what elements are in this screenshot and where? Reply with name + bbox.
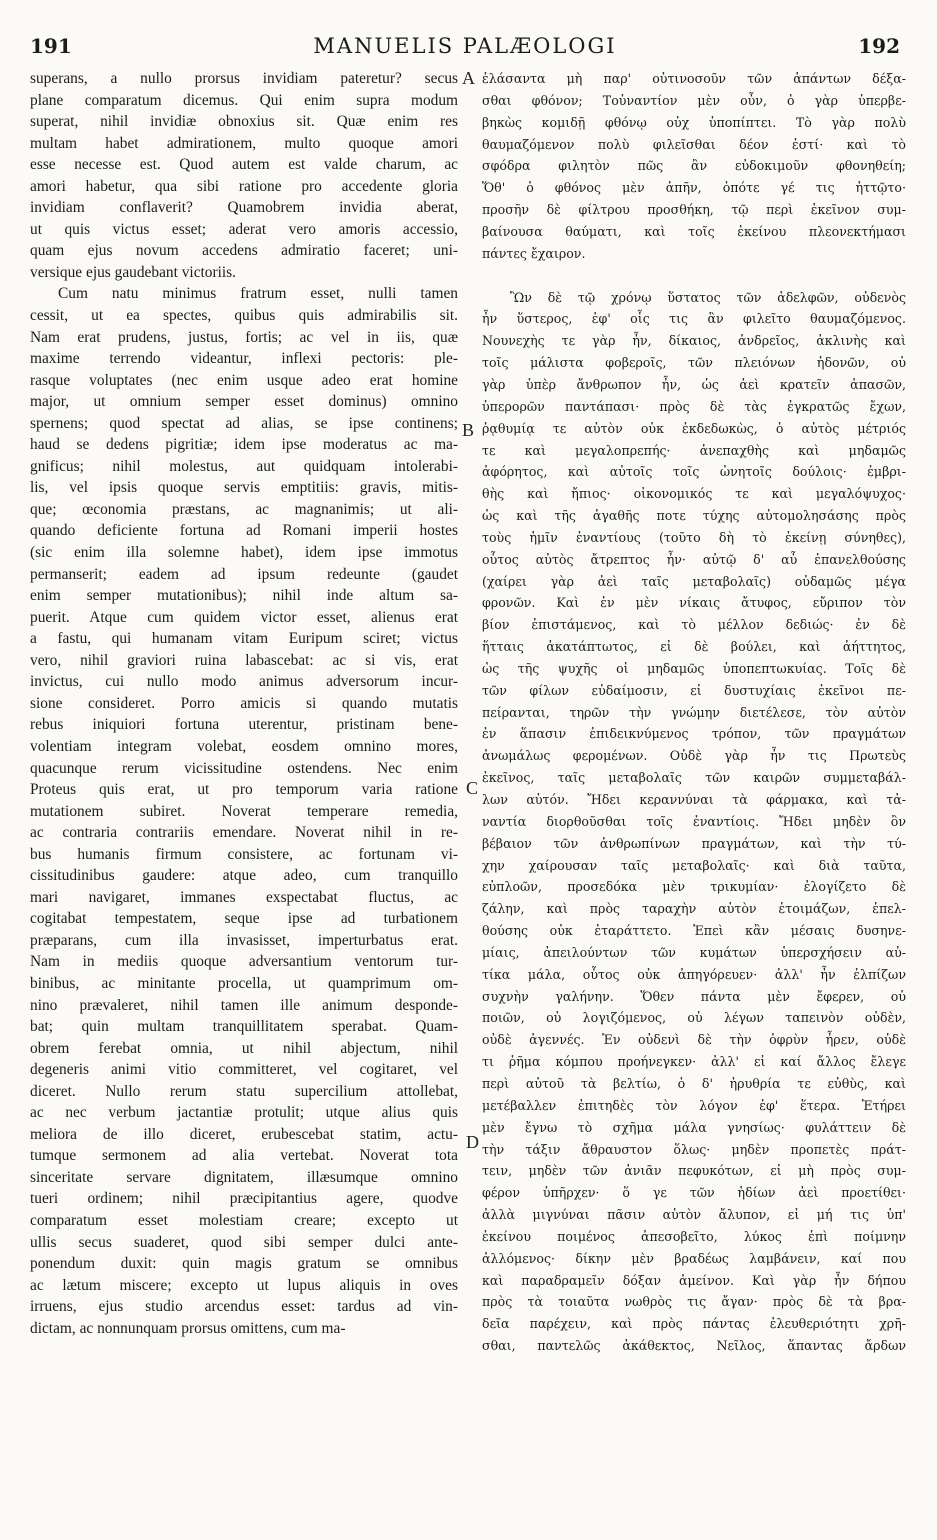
text-line: ac lætum miscere; excepto ut lupus aliquis in oves bbox=[30, 1276, 458, 1294]
text-line: ἐκείνου ποιμένος ἀπεσοβεῖτο, λύκος ἐπὶ ποίμνην bbox=[482, 1228, 906, 1244]
text-line: ac contraria contrariis emendare. Noverat nihil in re- bbox=[30, 824, 458, 842]
text-line: invictus, cui nullo modo animus adversorum incur- bbox=[30, 673, 458, 691]
text-line: μὲν ἔγνω τὸ σχῆμα μάλα γνησίως· φυλάττειν δὲ bbox=[482, 1119, 906, 1135]
text-line: ῥᾳθυμίᾳ τε αὑτὸν οὐκ ἐκδεδωκὼς, ὁ αὐτὸς μέτριός bbox=[482, 420, 906, 436]
text-line: Ὢν δὲ τῷ χρόνῳ ὕστατος τῶν ἀδελφῶν, οὐδενὸς bbox=[510, 289, 906, 305]
text-line: ἀνωμάλως φερομένων. Οὐδὲ γὰρ ἦν τις Πρωτεὺς bbox=[482, 748, 906, 764]
greek-column bbox=[482, 68, 906, 1508]
text-line: puerit. Atque cum quidem victor esset, alienus erat bbox=[30, 608, 458, 626]
text-line: ζάλην, καὶ πρὸς ταραχὴν αὑτὸν ἑτοιμάζων, ἐπελ- bbox=[482, 901, 906, 917]
running-title: MANUELIS PALÆOLOGI bbox=[313, 34, 617, 58]
text-line: amori habetur, qua sibi ratione pro accedente gloria bbox=[30, 177, 458, 195]
text-line: συχνὴν γαλήνην. Ὅθεν πάντα μὲν ἔφερεν, οὐ bbox=[482, 988, 906, 1004]
text-line: diceret. Nullo rerum statu supercilium attollebat, bbox=[30, 1082, 458, 1100]
text-line: σθαι φθόνον; Τοὐναντίον μὲν οὖν, ὁ γὰρ ὑπερβε- bbox=[482, 92, 906, 108]
text-line: rebus iniquiori fortuna uterentur, pristinam bene- bbox=[30, 716, 458, 734]
text-line: οὐδὲ ἀγεννές. Ἐν οὐδενὶ δὲ τὴν ὀφρὺν ἦρεν, οὐδὲ bbox=[482, 1032, 906, 1048]
text-line: ut quis victus esset; aderat vero amoris accessio, bbox=[30, 220, 458, 238]
text-line: enim semper mutationibus); nihil inde altum sa- bbox=[30, 587, 458, 605]
text-line: φρονῶν. Καὶ ἐν μὲν νίκαις ἄτυφος, εὔριπον τὸν bbox=[482, 595, 906, 611]
text-line: lis, vel ipsis quoque servis emptitiis: gravis, mitis- bbox=[30, 479, 458, 497]
text-line: σθαι, παντελῶς ἀκάθεκτος, Νεῖλος, ἅπαντας ἄρδων bbox=[482, 1338, 906, 1354]
running-header bbox=[30, 30, 900, 62]
text-line: γὰρ ὑπὲρ ἄνθρωπον ἦν, ὡς ἀεὶ κρατεῖν ἁπασῶν, bbox=[482, 376, 906, 392]
text-line: ἦν ὕστερος, ἐφ' οἷς τις ἂν φιλεῖτο θαυμαζόμενος. bbox=[482, 311, 906, 327]
text-line: degeneris animi vitio committeret, vel cogitaret, vel bbox=[30, 1061, 458, 1079]
text-line: plane comparatum dicemus. Qui enim supra modum bbox=[30, 91, 458, 109]
text-line: ὡς τῆς ψυχῆς οἱ μηδαμῶς ὑποπεπτωκυίας. Τοῖς δὲ bbox=[482, 660, 906, 676]
text-line: τὴν τάξιν ἄθραυστον ὅλως· μηδὲν προπετὲς πράτ- bbox=[482, 1141, 906, 1157]
text-line: προσῆν δὲ φίλτρου προσθήκη, τῷ περὶ ἐκεῖνον συμ- bbox=[482, 202, 906, 218]
text-line: quam ejus novum accedens admiratio faceret; uni- bbox=[30, 242, 458, 260]
text-line: major, ut omnium semper esset dominus) omnino bbox=[30, 393, 458, 411]
text-line: ἥτταις ἀκατάπτωτος, εἰ δὲ βούλει, καὶ ἀήττητος, bbox=[482, 639, 906, 655]
text-line: τειν, μηδὲν τῶν ἀνιᾶν πεφυκότων, εἰ μὴ πρὸς συμ- bbox=[482, 1163, 906, 1179]
text-line: περὶ αὐτοῦ τὰ βελτίω, ὁ δ' ἠρυθρία τε εὐθὺς, καὶ bbox=[482, 1075, 906, 1091]
text-line: εὐπλοῶν, προσεδόκα μὲν τρικυμίαν· ἐλογίζετο δὲ bbox=[482, 879, 906, 895]
text-line: que; œconomia præstans, ac magnanimis; ut ali- bbox=[30, 500, 458, 518]
text-line: (sic enim illa solemne habet), idem ipse immotus bbox=[30, 544, 458, 562]
text-line: meliora de illo diceret, erubescebat statim, actu- bbox=[30, 1125, 458, 1143]
margin-letter-d: D bbox=[466, 1132, 479, 1152]
text-line: ponendum duxit: quin magis gratum se omnibus bbox=[30, 1255, 458, 1273]
text-line: θούσης οὐκ ἐταράττετο. Ἐπεὶ κἂν μέσαις δυσηνε- bbox=[482, 923, 906, 939]
text-line: τίκα μάλα, οὗτος οὐκ ἀπηγόρευεν· ἀλλ' ἦν ἐλπίζων bbox=[482, 966, 906, 982]
text-line: φέρον ὑπῆρχεν· ὅ γε τῶν ἡδίων ἀεὶ προετίθει· bbox=[482, 1185, 906, 1201]
text-line: ἀφόρητος, καὶ αὐτοῖς τοῖς ὠνητοῖς δούλοις· ἐμβρι- bbox=[482, 464, 906, 480]
text-line: mari navigaret, immanes exspectabat fluctus, ac bbox=[30, 888, 458, 906]
text-line: ὡς καὶ τῆς ἀγαθῆς ποτε τύχης αὐτομολησάσης πρὸς bbox=[482, 508, 906, 524]
text-line: μίαις, ἀπειλούντων τῶν κυμάτων ὑπερσχήσειν αὐ- bbox=[482, 944, 906, 960]
text-line: τι ῥῆμα κόμπου προήνεγκεν· ἀλλ' εἰ καί ἄλλος ἔλεγε bbox=[482, 1054, 906, 1070]
text-line: ποιῶν, οὐ λογιζόμενος, οὐ λέγων ταπεινὸν οὐδὲν, bbox=[482, 1010, 906, 1026]
text-line: ἐν ἅπασιν ἐπιδεικνύμενος τρόπον, τῶν πραγμάτων bbox=[482, 726, 906, 742]
text-line: vero, nihil graviori ruina labascebat: ac si vis, erat bbox=[30, 651, 458, 669]
text-line: Cum natu minimus fratrum esset, nulli tamen bbox=[58, 285, 458, 303]
text-line: καὶ παραδραμεῖν δόξαν ἀμείνον. Καὶ γὰρ ἦν δήπου bbox=[482, 1272, 906, 1288]
text-line: λων αὑτόν. Ἤδει κεραννύναι τὰ φάρμακα, καὶ τἀ- bbox=[482, 792, 906, 807]
margin-letter-a: A bbox=[462, 68, 475, 88]
text-line: obrem ferebat omnia, ut nihil abjectum, nihil bbox=[30, 1039, 458, 1057]
text-line: præparans, cum illa invasisset, imperturbatus erat. bbox=[30, 931, 458, 949]
text-line: ullis secus suaderet, quod sibi semper dulci ante- bbox=[30, 1233, 458, 1251]
text-line: Νουνεχὴς τε γὰρ ἦν, δίκαιος, ἀνδρεῖος, ἀκλινὴς καὶ bbox=[482, 333, 906, 349]
text-line: βίον ἐπιστάμενος, καὶ τὸ μέλλον δεδιώς· ἐν δὲ bbox=[482, 617, 906, 633]
text-line: cissitudinibus gaudere: atque adeo, cum tranquillo bbox=[30, 867, 458, 885]
text-line: mutationem subiret. Noverat temperare remedia, bbox=[30, 802, 458, 820]
text-line: Nam erat prudens, justus, fortis; ac vel in iis, quæ bbox=[30, 328, 458, 346]
text-line: βηκὼς κομιδῇ φθόνῳ οὐχ ὑποπίπτει. Τὸ γὰρ πολὺ bbox=[482, 114, 906, 130]
text-line: βαίνουσα θαύματι, καὶ τοῖς ἐκείνου πλεονεκτήμασι bbox=[482, 223, 906, 239]
text-line: invidiam conflaverit? Quamobrem invidia aberat, bbox=[30, 199, 458, 217]
text-line: πρὸς τὰ τοιαῦτα νωθρὸς τις ἄγαν· πρὸς δὲ τὰ βρα- bbox=[482, 1294, 906, 1310]
text-line: σφόδρα φιλητὸν πῶς ἂν εὐδοκιμοῦν φθονηθείη; bbox=[482, 158, 906, 174]
text-line: ναντία διορθοῦσθαι τοῖς ἐναντίοις. Ἤδει μηδὲν ὂν bbox=[482, 813, 906, 829]
text-line: ἀλλὰ μιγνύναι πᾶσιν αὑτὸν ἄλυπον, εἰ μή τις ὑπ' bbox=[482, 1207, 906, 1223]
page-number-left: 191 bbox=[30, 34, 72, 58]
text-line: volentiam integram volebat, eosdem omnino mores, bbox=[30, 737, 458, 755]
text-line: dictam, ac nonnunquam prorsus omittens, cum ma- bbox=[30, 1319, 346, 1337]
text-line: τῶν φίλων εὐδαίμοσιν, εἰ δυστυχίαις ἐκεῖνοι πε- bbox=[482, 682, 906, 698]
text-line: πάντες ἔχαιρον. bbox=[482, 245, 586, 261]
margin-letter-c: C bbox=[466, 778, 479, 798]
text-line: (χαίρει γὰρ ἀεὶ ταῖς μεταβολαῖς) οὐδαμῶς μέγα bbox=[482, 573, 906, 589]
paragraph-gap bbox=[482, 265, 906, 287]
latin-column bbox=[30, 68, 458, 1508]
text-line: quacunque rerum vicissitudine ostendens. Nec enim bbox=[30, 759, 458, 777]
text-line: ἐλάσαντα μὴ παρ' οὐτινοσοῦν τῶν ἁπάντων δέξα- bbox=[482, 71, 906, 86]
text-line: sione consideret. Porro amicis si quando mutatis bbox=[30, 694, 458, 712]
text-line: superat, nihil invidiæ obnoxius sit. Quæ enim res bbox=[30, 113, 458, 131]
text-line: spernens; quod spectat ad alias, se ipse continens; bbox=[30, 414, 458, 432]
text-line: versique ejus gaudebant victoriis. bbox=[30, 263, 237, 281]
text-line: tueri ordinem; nihil præcipitantius agere, quodve bbox=[30, 1190, 458, 1208]
text-line: ac nec verbum jactantiæ protulit; utque alius quis bbox=[30, 1104, 458, 1122]
text-line: a fastu, qui humanam vitam Euripum sciret; victus bbox=[30, 630, 458, 648]
text-line: χην χαίρουσαν ταῖς μεταβολαῖς· καὶ διὰ ταῦτα, bbox=[482, 857, 906, 873]
text-line: tumque sermonem ad alia vertebat. Noverat tota bbox=[30, 1147, 458, 1165]
text-line: ὑπερορῶν παντάπασι· πρὸς δὲ τὰς ἐγκρατῶς ἔχων, bbox=[482, 398, 906, 414]
text-line: permanserit; eadem ad ipsum redeunte (gaudet bbox=[30, 565, 458, 583]
text-line: Proteus quis erat, ut pro temporum varia ratione bbox=[30, 781, 458, 799]
text-line: bat; quin multam tranquillitatem sperabat. Quam- bbox=[30, 1018, 458, 1036]
text-line: ἐκεῖνος, ταῖς μεταβολαῖς τῶν καιρῶν συμμεταβάλ- bbox=[482, 770, 906, 786]
text-line: esse necesse est. Quod autem est valde charum, ac bbox=[30, 156, 458, 174]
text-line: bus humanis firmum consistere, ac fortunam vi- bbox=[30, 845, 458, 863]
text-line: τοῖς μάλιστα φοβεροῖς, τῶν πλειόνων ἡδονῶν, οὐ bbox=[482, 355, 906, 371]
text-line: quando deficiente fortuna ad Romani imperii hostes bbox=[30, 522, 458, 540]
text-line: θὴς καὶ ἤπιος· οἰκονομικός τε καὶ μεγαλόψυχος· bbox=[482, 486, 906, 502]
text-line: οὗτος αὐτὸς ἄτρεπτος ἦν· αὐτῷ δ' αὖ ἐπανελθούσης bbox=[482, 551, 906, 567]
text-line: maxime terrendo videantur, inflexi pectoris: ple- bbox=[30, 350, 458, 368]
text-line: θαυμαζόμενον πολὺ φιλεῖσθαι δέον ἐστί· καὶ τὸ bbox=[482, 136, 906, 152]
text-line: Ὅθ' ὁ φθόνος μὲν ἀπῆν, ὁπότε γέ τις ἡττῷτο· bbox=[482, 180, 906, 196]
text-line: βέβαιον τῶν ἀνθρωπίνων πραγμάτων, καὶ τὴν τύ- bbox=[482, 835, 906, 851]
text-line: ἀλλόμενος· δίκην μὲν βραδέως λαμβάνειν, καί που bbox=[482, 1250, 906, 1266]
text-line: comparatum esset molestiam creare; excepto ut bbox=[30, 1211, 458, 1229]
text-line: Nam in mediis quoque adversantium ventorum tur- bbox=[30, 953, 458, 971]
text-line: binibus, ac minitante procella, ut quamprimum om- bbox=[30, 974, 458, 992]
text-line: haud se dedens pigritiæ; idem ipse moderatus ac ma- bbox=[30, 436, 458, 454]
text-line: sinceritate servare dignitatem, illæsumque omnino bbox=[30, 1168, 458, 1186]
text-line: δεῖα παρέχειν, καὶ πρὸς πάντας ἐλευθεριότητι χρῆ- bbox=[482, 1316, 906, 1332]
text-line: superans, a nullo prorsus invidiam pateretur? secus bbox=[30, 70, 458, 87]
text-line: τε καὶ μεγαλοπρεπής· ἀνεπαχθὴς καὶ μηδαμῶς bbox=[482, 442, 906, 458]
text-line: cogitabat tempestatem, seque ipse ad turbationem bbox=[30, 910, 458, 928]
text-line: τοὺς ἡμῖν ἐναντίους (τοῦτο δὴ τὸ ἐκείνῃ σύνηθες), bbox=[482, 529, 906, 545]
text-line: gnificus; nihil molestus, aut quidquam intolerabi- bbox=[30, 457, 458, 475]
text-line: nino prævaleret, nihil tamen ille animum desponde- bbox=[30, 996, 458, 1014]
margin-letter-b: B bbox=[462, 420, 475, 440]
text-line: πείρανται, τηρῶν τὴν γνώμην διετέλεσε, τὸν αὐτὸν bbox=[482, 704, 906, 720]
text-line: μετέβαλλεν ἐπιτηδὲς τὸν λόγον ἐφ' ἕτερα. Ἐτήρει bbox=[482, 1097, 906, 1113]
text-line: irruens, ejus studio arcendus esset: tardus ad vin- bbox=[30, 1298, 458, 1316]
page-number-right: 192 bbox=[858, 34, 900, 58]
text-line: rasque voluptates (nec enim usque adeo erat homine bbox=[30, 371, 458, 389]
text-line: multam habet admirationem, multo quoque amori bbox=[30, 134, 458, 152]
text-line: cessit, ut ea spectes, quibus quis admirabilis sit. bbox=[30, 307, 458, 325]
